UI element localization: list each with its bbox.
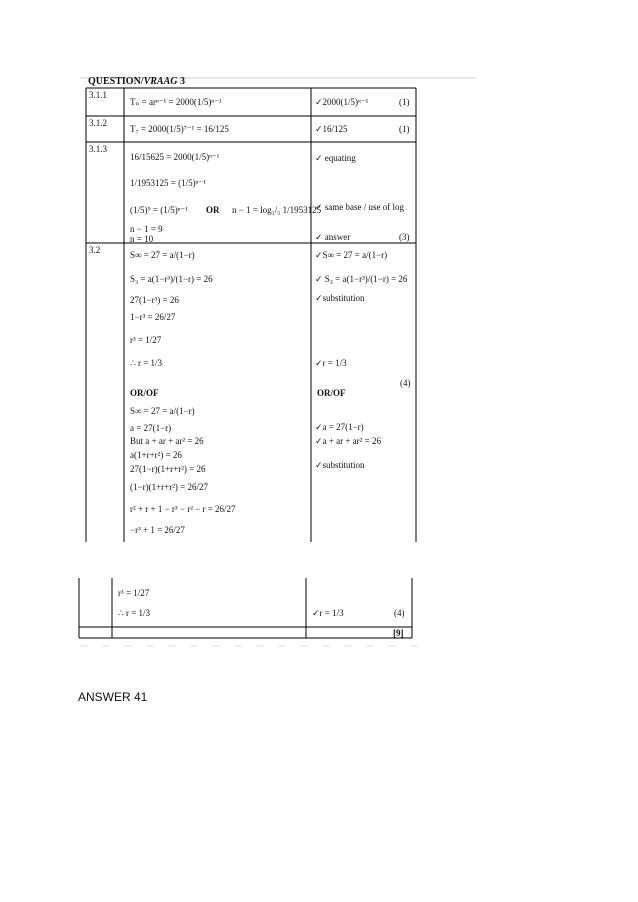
title-italic: VRAAG <box>143 76 178 87</box>
line-32a: S∞ = 27 = a/(1−r) <box>130 250 195 260</box>
total-311: (1) <box>399 97 410 107</box>
title-bold: QUESTION/ <box>88 76 144 87</box>
or-313: OR <box>206 205 220 215</box>
orof-left: OR/OF <box>130 388 159 398</box>
mark-313c: ✓ answer <box>315 232 351 242</box>
code-311: 3.1.1 <box>89 90 107 100</box>
line-32e: r³ = 1/27 <box>130 335 162 345</box>
line-32f: ∴ r = 1/3 <box>130 358 163 368</box>
line-311: Tₙ = arⁿ⁻¹ = 2000(1/5)ⁿ⁻¹ <box>130 97 222 107</box>
line-32h: a = 27(1−r) <box>130 423 172 433</box>
p2-line-b: ∴ r = 1/3 <box>118 608 151 618</box>
mark-32e: ✓a = 27(1−r) <box>315 422 364 432</box>
line-313-alt: n − 1 = log₁/₅ 1/1953125 <box>232 205 322 215</box>
line-32m: r² + r + 1 − r³ − r² − r = 26/27 <box>130 504 236 514</box>
p2-total: (4) <box>394 608 405 618</box>
line-312: T₇ = 2000(1/5)⁷⁻¹ = 16/125 <box>130 124 229 134</box>
code-313: 3.1.3 <box>89 144 107 154</box>
total-32: (4) <box>400 378 411 388</box>
mark-32f: ✓a + ar + ar² = 26 <box>315 436 381 446</box>
mark-32d: ✓r = 1/3 <box>315 358 347 368</box>
line-32n: −r³ + 1 = 26/27 <box>130 525 185 535</box>
total-313: (3) <box>399 232 410 242</box>
line-32i: But a + ar + ar² = 26 <box>130 436 204 446</box>
line-32b: S₃ = a(1−r³)/(1−r) = 26 <box>130 274 213 284</box>
p2-mark: ✓r = 1/3 <box>312 608 344 618</box>
line-32l: (1−r)(1+r+r²) = 26/27 <box>130 482 208 492</box>
total-312: (1) <box>399 124 410 134</box>
line-313d: n − 1 = 9 <box>130 224 163 234</box>
mark-313b: ✓ same base / use of log <box>315 202 405 212</box>
line-313a: 16/15625 = 2000(1/5)ⁿ⁻¹ <box>130 152 220 162</box>
mark-32a: ✓S∞ = 27 = a/(1−r) <box>315 250 388 260</box>
line-32c: 27(1−r³) = 26 <box>130 295 179 305</box>
line-313e: n = 10 <box>130 234 154 244</box>
mark-313a: ✓ equating <box>315 153 356 163</box>
line-32g: S∞ = 27 = a/(1−r) <box>130 406 195 416</box>
mark-32b: ✓ S₃ = a(1−r³)/(1−r) = 26 <box>315 274 408 284</box>
mark-312: ✓16/125 <box>315 124 348 134</box>
title-num: 3 <box>177 76 185 87</box>
grand-total: [9] <box>393 628 404 638</box>
code-312: 3.1.2 <box>89 118 107 128</box>
line-32d: 1−r³ = 26/27 <box>130 312 176 322</box>
line-32j: a(1+r+r²) = 26 <box>130 450 182 460</box>
answer-label: ANSWER 41 <box>78 690 148 704</box>
page-title <box>88 76 185 87</box>
p2-line-a: r³ = 1/27 <box>118 588 150 598</box>
line-313b: 1/1953125 = (1/5)ⁿ⁻¹ <box>130 178 206 188</box>
code-32: 3.2 <box>89 245 101 255</box>
line-32k: 27(1−r)(1+r+r²) = 26 <box>130 464 206 474</box>
mark-311: ✓2000(1/5)ⁿ⁻¹ <box>315 97 369 107</box>
orof-right: OR/OF <box>317 388 346 398</box>
mark-32g: ✓substitution <box>315 460 365 470</box>
mark-32c: ✓substitution <box>315 293 365 303</box>
line-313c: (1/5)⁹ = (1/5)ⁿ⁻¹ <box>130 205 188 215</box>
